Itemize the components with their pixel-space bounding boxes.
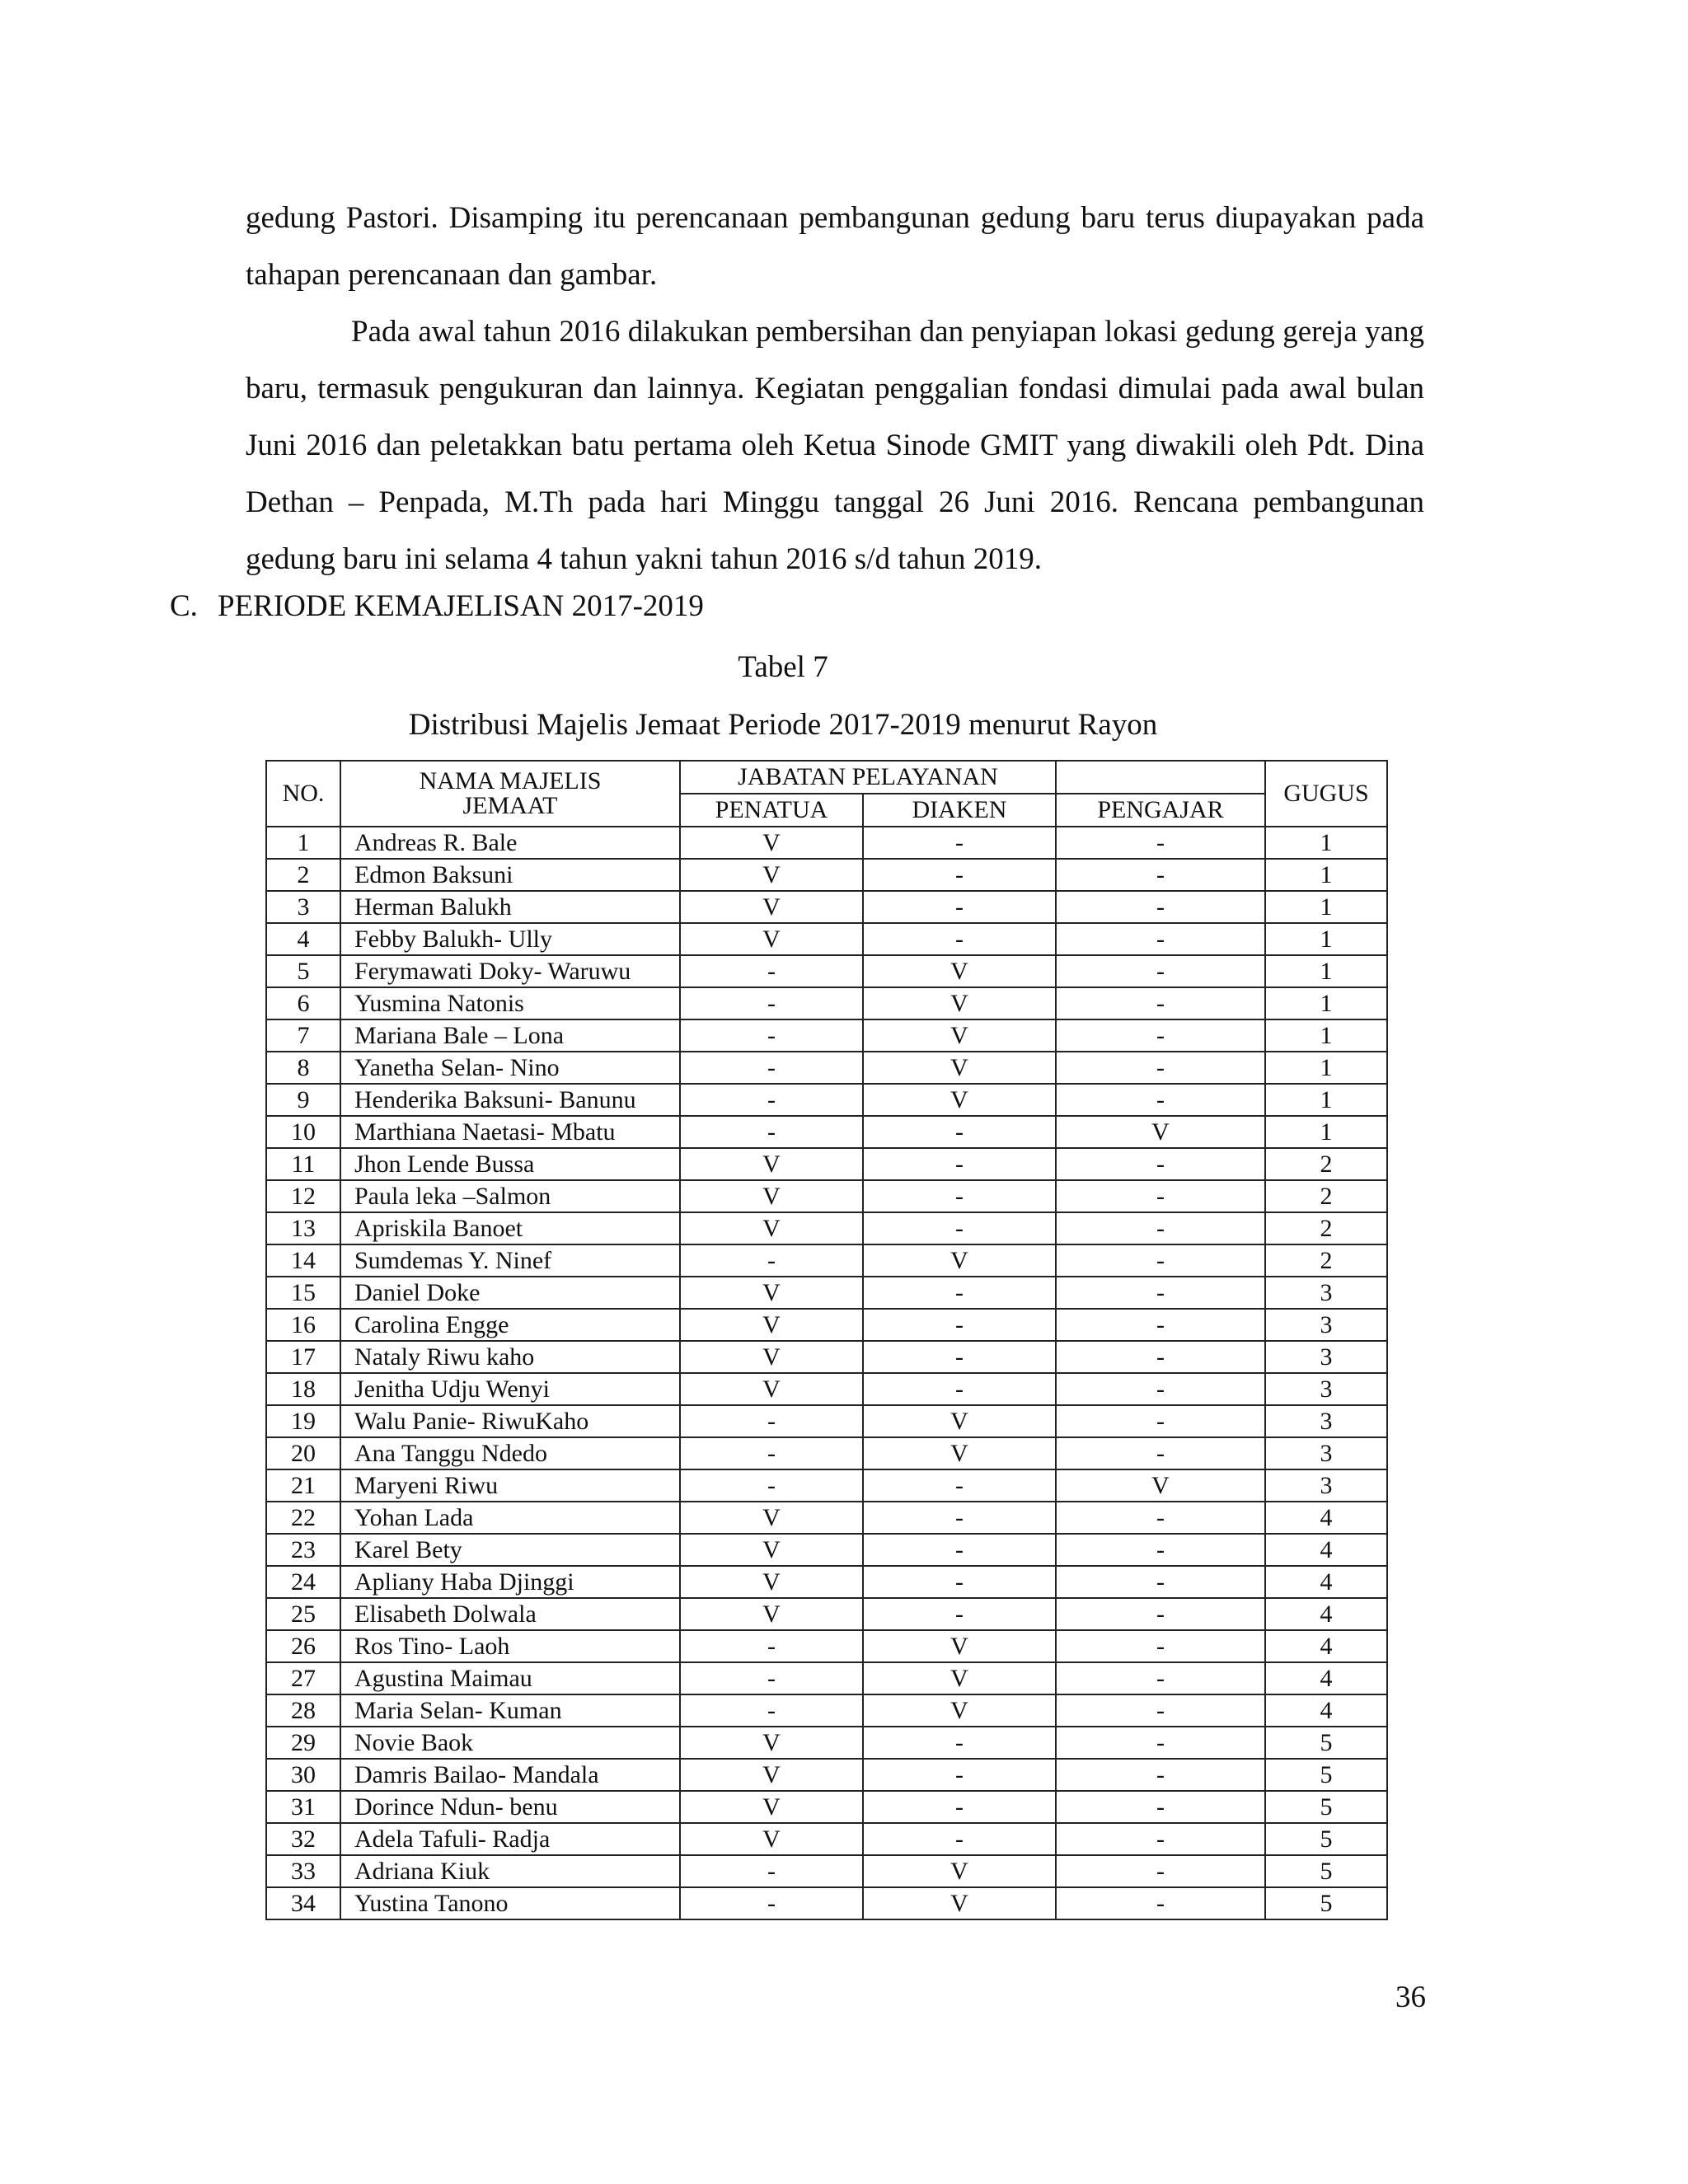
diaken-mark: - (863, 1598, 1056, 1630)
diaken-mark: - (863, 1116, 1056, 1148)
table-row (266, 923, 1387, 955)
member-name: Andreas R. Bale (340, 827, 680, 859)
member-name: Elisabeth Dolwala (340, 1598, 680, 1630)
pengajar-mark: - (1056, 1630, 1265, 1662)
gugus-value: 3 (1265, 1373, 1387, 1405)
penatua-mark: V (680, 1502, 863, 1534)
row-number: 20 (266, 1437, 340, 1469)
member-name: Jenitha Udju Wenyi (340, 1373, 680, 1405)
row-number: 6 (266, 987, 340, 1019)
member-name: Apriskila Banoet (340, 1212, 680, 1244)
diaken-mark: - (863, 923, 1056, 955)
pengajar-mark: - (1056, 1019, 1265, 1052)
diaken-mark: - (863, 1180, 1056, 1212)
member-name: Ferymawati Doky- Waruwu (340, 955, 680, 987)
member-name: Maria Selan- Kuman (340, 1694, 680, 1727)
penatua-mark: V (680, 1727, 863, 1759)
member-name: Carolina Engge (340, 1309, 680, 1341)
penatua-mark: V (680, 891, 863, 923)
row-number: 5 (266, 955, 340, 987)
pengajar-mark: - (1056, 1662, 1265, 1694)
diaken-mark: - (863, 859, 1056, 891)
gugus-value: 1 (1265, 987, 1387, 1019)
row-number: 16 (266, 1309, 340, 1341)
table-body (266, 827, 1387, 1919)
gugus-value: 1 (1265, 955, 1387, 987)
pengajar-mark: - (1056, 859, 1265, 891)
row-number: 34 (266, 1887, 340, 1919)
gugus-value: 3 (1265, 1469, 1387, 1502)
gugus-value: 1 (1265, 1116, 1387, 1148)
penatua-mark: V (680, 1759, 863, 1791)
row-number: 19 (266, 1405, 340, 1437)
table-row (266, 891, 1387, 923)
member-name: Dorince Ndun- benu (340, 1791, 680, 1823)
table-row (266, 1534, 1387, 1566)
penatua-mark: V (680, 1791, 863, 1823)
table-row (266, 1309, 1387, 1341)
row-number: 8 (266, 1052, 340, 1084)
diaken-mark: V (863, 1662, 1056, 1694)
diaken-mark: V (863, 1694, 1056, 1727)
pengajar-mark: - (1056, 1084, 1265, 1116)
penatua-mark: - (680, 1116, 863, 1148)
gugus-value: 3 (1265, 1437, 1387, 1469)
gugus-value: 5 (1265, 1855, 1387, 1887)
row-number: 17 (266, 1341, 340, 1373)
penatua-mark: - (680, 1052, 863, 1084)
diaken-mark: - (863, 1534, 1056, 1566)
gugus-value: 3 (1265, 1405, 1387, 1437)
pengajar-mark: - (1056, 1212, 1265, 1244)
penatua-mark: V (680, 1373, 863, 1405)
gugus-value: 5 (1265, 1823, 1387, 1855)
penatua-mark: - (680, 1405, 863, 1437)
diaken-mark: V (863, 1405, 1056, 1437)
diaken-mark: - (863, 891, 1056, 923)
table-row (266, 1148, 1387, 1180)
header-name-line2: JEMAAT (462, 792, 558, 819)
member-name: Sumdemas Y. Ninef (340, 1244, 680, 1277)
table-row (266, 1566, 1387, 1598)
table-row (266, 1727, 1387, 1759)
diaken-mark: - (863, 1727, 1056, 1759)
table-row (266, 1116, 1387, 1148)
diaken-mark: - (863, 1791, 1056, 1823)
table-label: Tabel 7 (738, 650, 828, 684)
diaken-mark: V (863, 1019, 1056, 1052)
row-number: 13 (266, 1212, 340, 1244)
row-number: 3 (266, 891, 340, 923)
pengajar-mark: - (1056, 1405, 1265, 1437)
row-number: 28 (266, 1694, 340, 1727)
table-row (266, 1791, 1387, 1823)
pengajar-mark: - (1056, 955, 1265, 987)
member-name: Yustina Tanono (340, 1887, 680, 1919)
table-row (266, 955, 1387, 987)
gugus-value: 4 (1265, 1502, 1387, 1534)
pengajar-mark: - (1056, 1341, 1265, 1373)
gugus-value: 2 (1265, 1180, 1387, 1212)
member-name: Daniel Doke (340, 1277, 680, 1309)
table-row (266, 1244, 1387, 1277)
pengajar-mark: - (1056, 891, 1265, 923)
pengajar-mark: V (1056, 1469, 1265, 1502)
pengajar-mark: - (1056, 1437, 1265, 1469)
member-name: Herman Balukh (340, 891, 680, 923)
pengajar-mark: V (1056, 1116, 1265, 1148)
gugus-value: 1 (1265, 923, 1387, 955)
diaken-mark: V (863, 1244, 1056, 1277)
penatua-mark: V (680, 1534, 863, 1566)
row-number: 23 (266, 1534, 340, 1566)
gugus-value: 5 (1265, 1887, 1387, 1919)
member-name: Adriana Kiuk (340, 1855, 680, 1887)
member-name: Yohan Lada (340, 1502, 680, 1534)
pengajar-mark: - (1056, 1502, 1265, 1534)
table-row (266, 1823, 1387, 1855)
gugus-value: 1 (1265, 827, 1387, 859)
diaken-mark: V (863, 1437, 1056, 1469)
row-number: 9 (266, 1084, 340, 1116)
diaken-mark: V (863, 1855, 1056, 1887)
row-number: 15 (266, 1277, 340, 1309)
header-penatua: PENATUA (680, 794, 863, 827)
member-name: Henderika Baksuni- Banunu (340, 1084, 680, 1116)
row-number: 11 (266, 1148, 340, 1180)
penatua-mark: - (680, 1437, 863, 1469)
table-row (266, 1437, 1387, 1469)
member-name: Agustina Maimau (340, 1662, 680, 1694)
table-row (266, 1019, 1387, 1052)
header-gugus: GUGUS (1265, 761, 1387, 827)
row-number: 22 (266, 1502, 340, 1534)
diaken-mark: - (863, 1373, 1056, 1405)
penatua-mark: - (680, 1019, 863, 1052)
row-number: 18 (266, 1373, 340, 1405)
penatua-mark: V (680, 1212, 863, 1244)
table-row (266, 1887, 1387, 1919)
diaken-mark: V (863, 1630, 1056, 1662)
gugus-value: 4 (1265, 1566, 1387, 1598)
diaken-mark: - (863, 1212, 1056, 1244)
table-row (266, 1052, 1387, 1084)
table-row (266, 1212, 1387, 1244)
penatua-mark: V (680, 1180, 863, 1212)
member-name: Walu Panie- RiwuKaho (340, 1405, 680, 1437)
diaken-mark: - (863, 1823, 1056, 1855)
row-number: 30 (266, 1759, 340, 1791)
row-number: 4 (266, 923, 340, 955)
section-title: PERIODE KEMAJELISAN 2017-2019 (218, 589, 704, 623)
section-heading (170, 587, 704, 626)
table-row (266, 1084, 1387, 1116)
table-row (266, 1759, 1387, 1791)
header-name-line1: NAMA MAJELIS (419, 767, 602, 794)
member-name: Nataly Riwu kaho (340, 1341, 680, 1373)
diaken-mark: - (863, 1502, 1056, 1534)
penatua-mark: - (680, 1855, 863, 1887)
gugus-value: 4 (1265, 1598, 1387, 1630)
row-number: 32 (266, 1823, 340, 1855)
penatua-mark: V (680, 859, 863, 891)
gugus-value: 5 (1265, 1791, 1387, 1823)
gugus-value: 2 (1265, 1148, 1387, 1180)
diaken-mark: V (863, 955, 1056, 987)
gugus-value: 3 (1265, 1309, 1387, 1341)
diaken-mark: - (863, 1469, 1056, 1502)
penatua-mark: V (680, 1566, 863, 1598)
member-name: Edmon Baksuni (340, 859, 680, 891)
table-row (266, 1855, 1387, 1887)
gugus-value: 1 (1265, 1084, 1387, 1116)
table-row (266, 1373, 1387, 1405)
header-pengajar: PENGAJAR (1056, 794, 1265, 827)
penatua-mark: - (680, 955, 863, 987)
gugus-value: 2 (1265, 1212, 1387, 1244)
pengajar-mark: - (1056, 1244, 1265, 1277)
gugus-value: 1 (1265, 859, 1387, 891)
table-row (266, 859, 1387, 891)
diaken-mark: - (863, 1309, 1056, 1341)
majelis-table (265, 760, 1388, 1920)
gugus-value: 4 (1265, 1694, 1387, 1727)
table-row (266, 1662, 1387, 1694)
penatua-mark: - (680, 1630, 863, 1662)
penatua-mark: V (680, 1277, 863, 1309)
table-row (266, 987, 1387, 1019)
diaken-mark: - (863, 1148, 1056, 1180)
gugus-value: 4 (1265, 1662, 1387, 1694)
pengajar-mark: - (1056, 1823, 1265, 1855)
member-name: Maryeni Riwu (340, 1469, 680, 1502)
table-row (266, 1469, 1387, 1502)
member-name: Yusmina Natonis (340, 987, 680, 1019)
row-number: 31 (266, 1791, 340, 1823)
diaken-mark: V (863, 987, 1056, 1019)
member-name: Apliany Haba Djinggi (340, 1566, 680, 1598)
member-name: Marthiana Naetasi- Mbatu (340, 1116, 680, 1148)
diaken-mark: V (863, 1084, 1056, 1116)
member-name: Novie Baok (340, 1727, 680, 1759)
gugus-value: 3 (1265, 1341, 1387, 1373)
member-name: Yanetha Selan- Nino (340, 1052, 680, 1084)
diaken-mark: - (863, 1759, 1056, 1791)
row-number: 21 (266, 1469, 340, 1502)
penatua-mark: - (680, 1244, 863, 1277)
diaken-mark: - (863, 1566, 1056, 1598)
header-name (340, 761, 680, 827)
diaken-mark: V (863, 1887, 1056, 1919)
gugus-value: 4 (1265, 1534, 1387, 1566)
penatua-mark: V (680, 1823, 863, 1855)
member-name: Damris Bailao- Mandala (340, 1759, 680, 1791)
row-number: 2 (266, 859, 340, 891)
pengajar-mark: - (1056, 1309, 1265, 1341)
row-number: 27 (266, 1662, 340, 1694)
body-paragraph-1: gedung Pastori. Disamping itu perencanaan pembangunan gedung baru terus diupayakan pada tahapan perencanaan dan gambar. (246, 201, 1424, 292)
row-number: 1 (266, 827, 340, 859)
body-paragraph-2: Pada awal tahun 2016 dilakukan pembersihan dan penyiapan lokasi gedung gereja yang baru, termasuk pengukuran dan lainnya. Kegiatan penggalian fondasi dimulai pada awal bulan Juni 2016 dan peletakkan batu pertama oleh Ketua Sinode GMIT yang diwakili oleh Pdt. Dina Dethan – Penpada, M.Th pada hari Minggu tanggal 26 Juni 2016. Rencana pembangunan gedung baru ini selama 4 tahun yakni tahun 2016 s/d tahun 2019. (246, 315, 1424, 576)
penatua-mark: V (680, 1148, 863, 1180)
row-number: 7 (266, 1019, 340, 1052)
header-jabatan: JABATAN PELAYANAN (680, 761, 1056, 794)
row-number: 12 (266, 1180, 340, 1212)
header-diaken: DIAKEN (863, 794, 1056, 827)
table-row (266, 1180, 1387, 1212)
penatua-mark: V (680, 1341, 863, 1373)
pengajar-mark: - (1056, 1791, 1265, 1823)
gugus-value: 3 (1265, 1277, 1387, 1309)
member-name: Paula leka –Salmon (340, 1180, 680, 1212)
pengajar-mark: - (1056, 1759, 1265, 1791)
pengajar-mark: - (1056, 1887, 1265, 1919)
member-name: Ros Tino- Laoh (340, 1630, 680, 1662)
diaken-mark: V (863, 1052, 1056, 1084)
table-row (266, 1341, 1387, 1373)
row-number: 10 (266, 1116, 340, 1148)
diaken-mark: - (863, 1341, 1056, 1373)
table-row (266, 1277, 1387, 1309)
penatua-mark: - (680, 1887, 863, 1919)
gugus-value: 1 (1265, 891, 1387, 923)
pengajar-mark: - (1056, 1180, 1265, 1212)
row-number: 24 (266, 1566, 340, 1598)
pengajar-mark: - (1056, 1855, 1265, 1887)
pengajar-mark: - (1056, 1052, 1265, 1084)
member-name: Adela Tafuli- Radja (340, 1823, 680, 1855)
table-row (266, 1502, 1387, 1534)
header-blank (1056, 761, 1265, 794)
diaken-mark: - (863, 1277, 1056, 1309)
table-row (266, 1598, 1387, 1630)
header-no: NO. (266, 761, 340, 827)
pengajar-mark: - (1056, 1373, 1265, 1405)
penatua-mark: V (680, 923, 863, 955)
penatua-mark: V (680, 1598, 863, 1630)
table-row (266, 827, 1387, 859)
penatua-mark: - (680, 1662, 863, 1694)
member-name: Karel Bety (340, 1534, 680, 1566)
pengajar-mark: - (1056, 1694, 1265, 1727)
penatua-mark: V (680, 827, 863, 859)
pengajar-mark: - (1056, 1534, 1265, 1566)
member-name: Mariana Bale – Lona (340, 1019, 680, 1052)
gugus-value: 5 (1265, 1759, 1387, 1791)
pengajar-mark: - (1056, 1148, 1265, 1180)
pengajar-mark: - (1056, 923, 1265, 955)
row-number: 25 (266, 1598, 340, 1630)
gugus-value: 5 (1265, 1727, 1387, 1759)
gugus-value: 4 (1265, 1630, 1387, 1662)
row-number: 29 (266, 1727, 340, 1759)
penatua-mark: V (680, 1309, 863, 1341)
penatua-mark: - (680, 987, 863, 1019)
member-name: Febby Balukh- Ully (340, 923, 680, 955)
row-number: 14 (266, 1244, 340, 1277)
penatua-mark: - (680, 1694, 863, 1727)
table-row (266, 1405, 1387, 1437)
row-number: 33 (266, 1855, 340, 1887)
penatua-mark: - (680, 1469, 863, 1502)
page-number: 36 (1395, 1980, 1426, 2014)
gugus-value: 1 (1265, 1052, 1387, 1084)
pengajar-mark: - (1056, 1727, 1265, 1759)
penatua-mark: - (680, 1084, 863, 1116)
gugus-value: 1 (1265, 1019, 1387, 1052)
table-caption: Distribusi Majelis Jemaat Periode 2017-2019 menurut Rayon (408, 708, 1158, 742)
pengajar-mark: - (1056, 1277, 1265, 1309)
pengajar-mark: - (1056, 987, 1265, 1019)
member-name: Jhon Lende Bussa (340, 1148, 680, 1180)
pengajar-mark: - (1056, 827, 1265, 859)
pengajar-mark: - (1056, 1566, 1265, 1598)
section-letter: C. (170, 589, 198, 623)
diaken-mark: - (863, 827, 1056, 859)
pengajar-mark: - (1056, 1598, 1265, 1630)
row-number: 26 (266, 1630, 340, 1662)
gugus-value: 2 (1265, 1244, 1387, 1277)
table-row (266, 1630, 1387, 1662)
table-row (266, 1694, 1387, 1727)
member-name: Ana Tanggu Ndedo (340, 1437, 680, 1469)
